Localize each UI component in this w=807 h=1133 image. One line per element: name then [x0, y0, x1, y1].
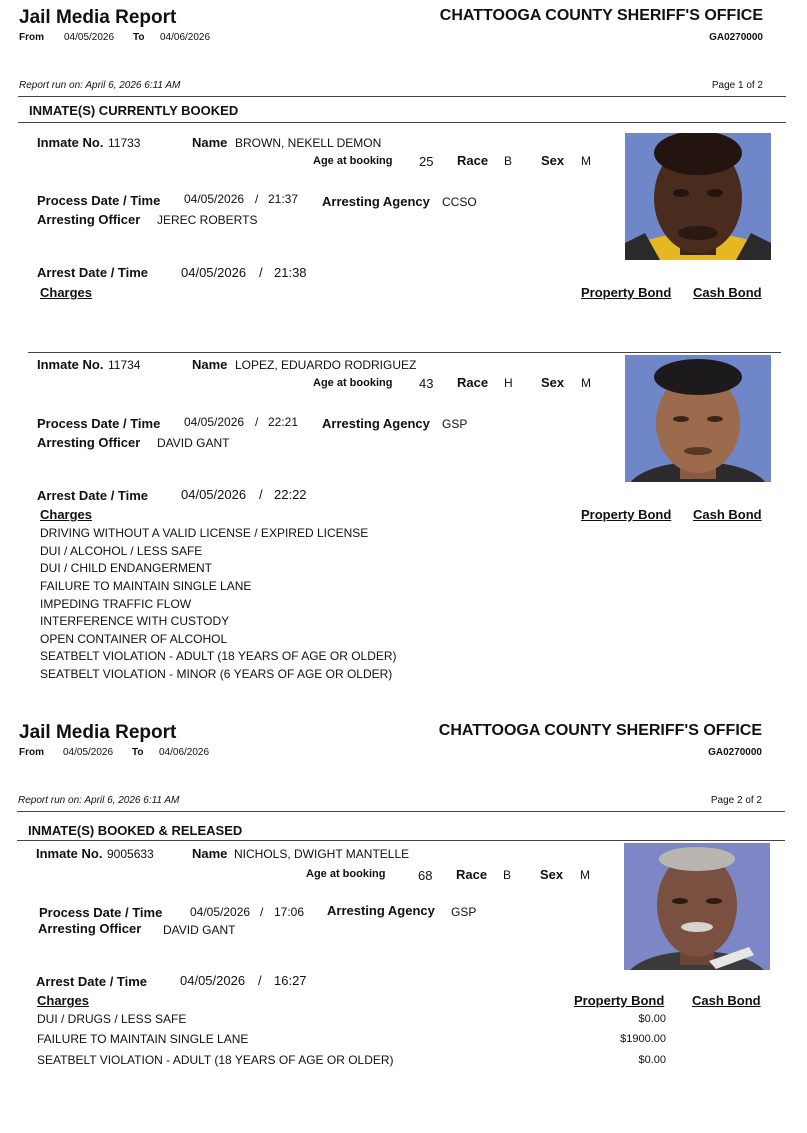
- charge-item: SEATBELT VIOLATION - MINOR (6 YEARS OF AGE OR OLDER): [40, 667, 393, 681]
- charge-item: IMPEDING TRAFFIC FLOW: [40, 597, 192, 611]
- arrest-date-label: Arrest Date / Time: [36, 974, 148, 989]
- section-title: INMATE(S) BOOKED & RELEASED: [28, 823, 243, 838]
- cash-bond-header: Cash Bond: [692, 993, 761, 1008]
- arrest-date-value: 04/05/2026: [181, 487, 247, 502]
- process-date-value: 04/05/2026: [184, 415, 245, 429]
- arresting-officer-label: Arresting Officer: [37, 212, 141, 227]
- race-label: Race: [456, 867, 488, 882]
- record-divider: [28, 352, 781, 353]
- arrest-date-label: Arrest Date / Time: [37, 488, 149, 503]
- report-run-on: Report run on: April 6, 2026 6:11 AM: [18, 795, 180, 806]
- arresting-agency-value: GSP: [451, 905, 477, 919]
- arresting-officer-value: JEREC ROBERTS: [157, 213, 258, 227]
- process-date-label: Process Date / Time: [37, 416, 161, 431]
- property-bond-header: Property Bond: [581, 507, 672, 522]
- process-date-label: Process Date / Time: [39, 905, 163, 920]
- race-label: Race: [457, 375, 489, 390]
- age-value: 68: [418, 868, 433, 883]
- race-value: B: [503, 868, 512, 882]
- charge-item: SEATBELT VIOLATION - ADULT (18 YEARS OF AGE OR OLDER): [37, 1053, 394, 1067]
- property-bond-amount: $0.00: [638, 1054, 666, 1066]
- property-bond-header: Property Bond: [581, 285, 672, 300]
- inmate-photo: [625, 133, 771, 260]
- arrest-time-value: 21:38: [274, 265, 307, 280]
- charge-item: DUI / ALCOHOL / LESS SAFE: [40, 544, 203, 558]
- header-divider: [17, 811, 785, 812]
- slash: /: [260, 905, 264, 919]
- slash: /: [258, 973, 262, 988]
- age-label: Age at booking: [313, 377, 393, 389]
- name-value: BROWN, NEKELL DEMON: [235, 136, 382, 150]
- ori-code: GA0270000: [708, 747, 762, 758]
- sex-value: M: [581, 376, 591, 390]
- process-date-label: Process Date / Time: [37, 193, 161, 208]
- age-label: Age at booking: [313, 155, 393, 167]
- sex-label: Sex: [540, 867, 564, 882]
- inmate-photo: [624, 843, 770, 970]
- charge-item: DUI / DRUGS / LESS SAFE: [37, 1012, 187, 1026]
- slash: /: [255, 192, 259, 206]
- from-date: 04/05/2026: [63, 747, 114, 758]
- report-run-on: Report run on: April 6, 2026 6:11 AM: [19, 80, 181, 91]
- age-label: Age at booking: [306, 868, 386, 880]
- process-time-value: 22:21: [268, 415, 299, 429]
- slash: /: [255, 415, 259, 429]
- arrest-date-value: 04/05/2026: [180, 973, 246, 988]
- charge-item: DUI / CHILD ENDANGERMENT: [40, 561, 213, 575]
- name-label: Name: [192, 135, 228, 150]
- process-date-value: 04/05/2026: [190, 905, 251, 919]
- sex-label: Sex: [541, 153, 565, 168]
- from-date: 04/05/2026: [64, 32, 115, 43]
- age-value: 25: [419, 154, 434, 169]
- ori-code: GA0270000: [709, 32, 763, 43]
- agency-name: CHATTOOGA COUNTY SHERIFF'S OFFICE: [439, 7, 763, 24]
- charge-item: INTERFERENCE WITH CUSTODY: [40, 614, 230, 628]
- race-value: B: [504, 154, 513, 168]
- arrest-date-label: Arrest Date / Time: [37, 265, 149, 280]
- charges-header: Charges: [40, 285, 93, 300]
- race-value: H: [504, 376, 513, 390]
- section-title: INMATE(S) CURRENTLY BOOKED: [29, 103, 239, 118]
- sex-label: Sex: [541, 375, 565, 390]
- arrest-time-value: 22:22: [274, 487, 307, 502]
- charge-item: FAILURE TO MAINTAIN SINGLE LANE: [40, 579, 252, 593]
- report-title: Jail Media Report: [19, 722, 177, 743]
- slash: /: [259, 487, 263, 502]
- to-date: 04/06/2026: [159, 747, 210, 758]
- inmate-photo: [625, 355, 771, 482]
- charge-item: FAILURE TO MAINTAIN SINGLE LANE: [37, 1032, 249, 1046]
- to-date: 04/06/2026: [160, 32, 211, 43]
- slash: /: [259, 265, 263, 280]
- inmate-no-value: 9005633: [107, 847, 154, 861]
- sex-value: M: [580, 868, 590, 882]
- page-number: Page 2 of 2: [710, 795, 762, 806]
- report-title: Jail Media Report: [19, 7, 177, 28]
- arresting-agency-label: Arresting Agency: [327, 903, 435, 918]
- agency-name: CHATTOOGA COUNTY SHERIFF'S OFFICE: [438, 722, 762, 739]
- race-label: Race: [457, 153, 489, 168]
- cash-bond-header: Cash Bond: [693, 507, 762, 522]
- process-time-value: 17:06: [274, 905, 305, 919]
- arrest-date-value: 04/05/2026: [181, 265, 247, 280]
- page-number: Page 1 of 2: [711, 80, 763, 91]
- arresting-agency-value: CCSO: [442, 195, 477, 209]
- inmate-no-value: 11734: [108, 358, 141, 372]
- section-divider: [18, 122, 786, 123]
- name-label: Name: [192, 846, 228, 861]
- charge-item: OPEN CONTAINER OF ALCOHOL: [40, 632, 228, 646]
- charges-header: Charges: [37, 993, 90, 1008]
- cash-bond-header: Cash Bond: [693, 285, 762, 300]
- arresting-officer-label: Arresting Officer: [37, 435, 141, 450]
- inmate-no-label: Inmate No.: [37, 357, 104, 372]
- arresting-agency-value: GSP: [442, 417, 468, 431]
- charge-item: SEATBELT VIOLATION - ADULT (18 YEARS OF AGE OR OLDER): [40, 649, 397, 663]
- arresting-officer-value: DAVID GANT: [157, 436, 230, 450]
- from-label: From: [19, 747, 44, 758]
- inmate-no-label: Inmate No.: [37, 135, 104, 150]
- arresting-agency-label: Arresting Agency: [322, 194, 430, 209]
- sex-value: M: [581, 154, 591, 168]
- to-label: To: [132, 747, 144, 758]
- to-label: To: [133, 32, 145, 43]
- from-label: From: [19, 32, 44, 43]
- age-value: 43: [419, 376, 434, 391]
- inmate-no-label: Inmate No.: [36, 846, 103, 861]
- header-divider: [18, 96, 786, 97]
- charges-header: Charges: [40, 507, 93, 522]
- arresting-officer-label: Arresting Officer: [38, 921, 142, 936]
- property-bond-amount: $1900.00: [620, 1033, 666, 1045]
- section-divider: [17, 840, 785, 841]
- inmate-no-value: 11733: [108, 136, 141, 150]
- name-value: LOPEZ, EDUARDO RODRIGUEZ: [235, 358, 417, 372]
- name-label: Name: [192, 357, 228, 372]
- arresting-agency-label: Arresting Agency: [322, 416, 430, 431]
- property-bond-header: Property Bond: [574, 993, 665, 1008]
- process-time-value: 21:37: [268, 192, 299, 206]
- name-value: NICHOLS, DWIGHT MANTELLE: [234, 847, 410, 861]
- property-bond-amount: $0.00: [638, 1013, 666, 1025]
- process-date-value: 04/05/2026: [184, 192, 245, 206]
- arrest-time-value: 16:27: [274, 973, 307, 988]
- charge-item: DRIVING WITHOUT A VALID LICENSE / EXPIRED LICENSE: [40, 526, 369, 540]
- arresting-officer-value: DAVID GANT: [163, 923, 236, 937]
